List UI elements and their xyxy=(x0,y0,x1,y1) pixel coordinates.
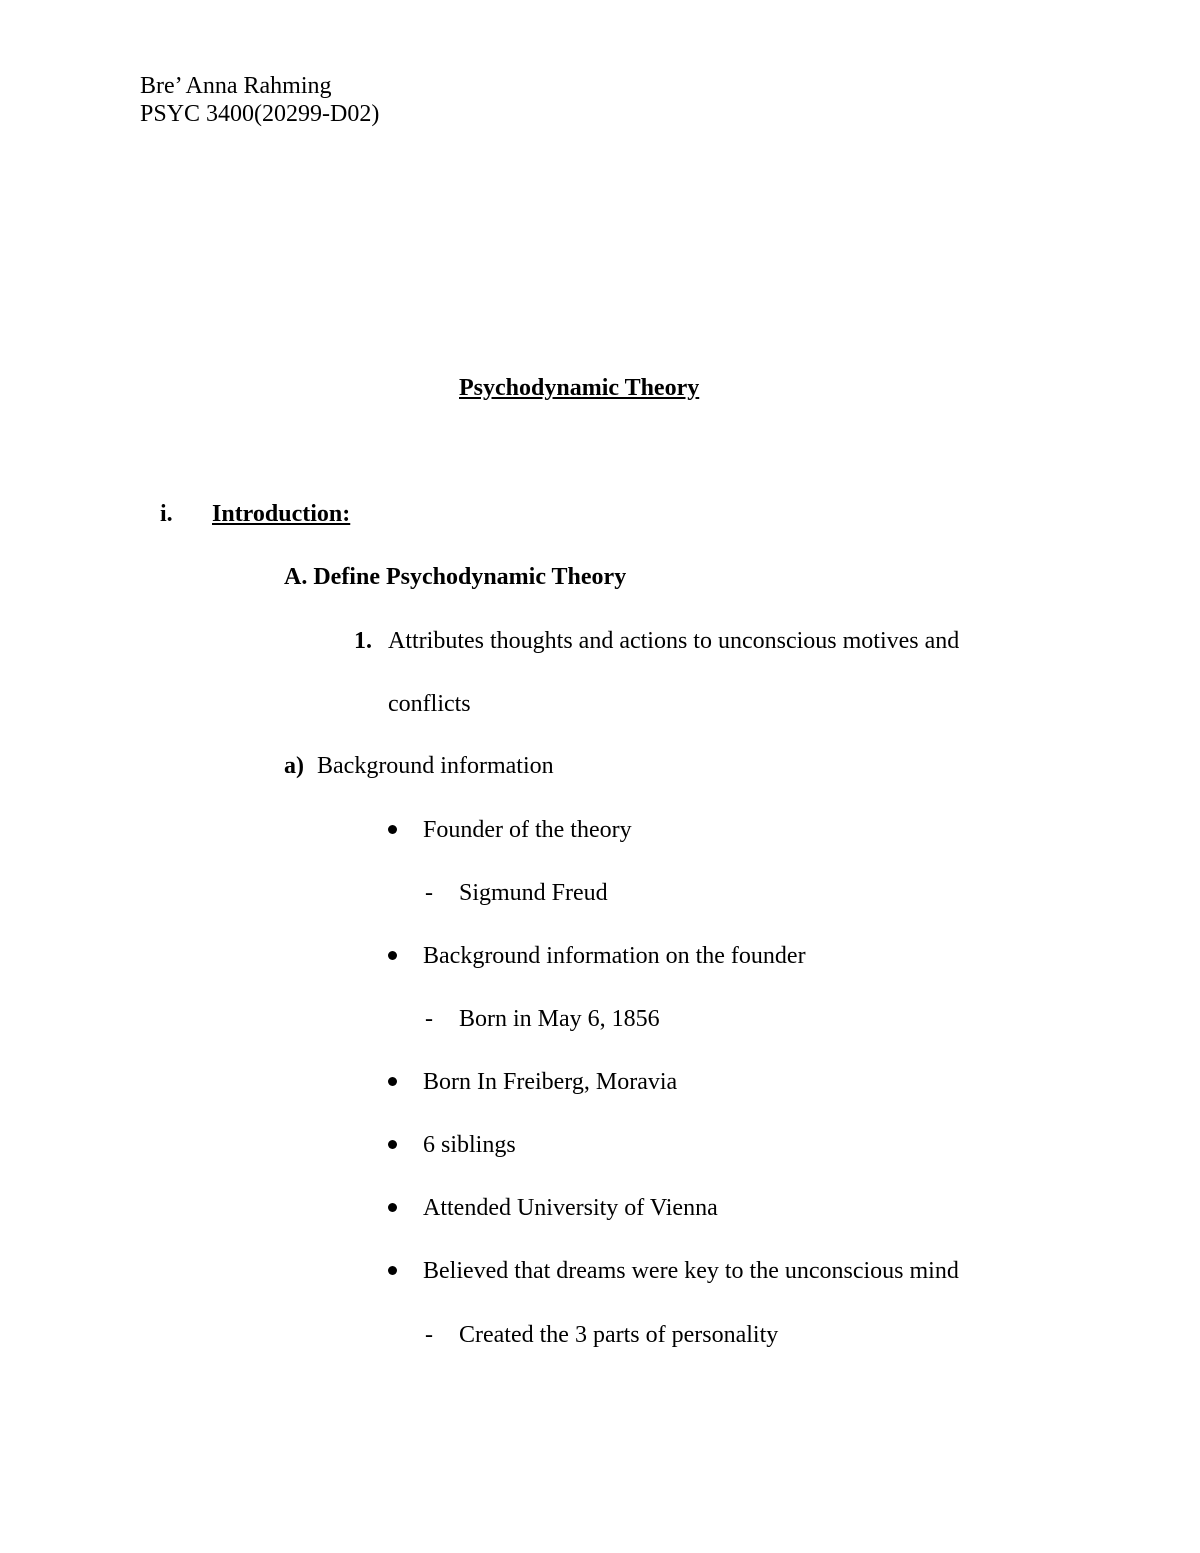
dash-marker: - xyxy=(425,1322,433,1348)
item-1-line-2: conflicts xyxy=(388,691,471,717)
dash-marker: - xyxy=(425,880,433,906)
section-title: Introduction: xyxy=(212,501,351,527)
list-item: Born In Freiberg, Moravia xyxy=(423,1069,678,1095)
document-title: Psychodynamic Theory xyxy=(459,375,700,401)
list-item: Background information on the founder xyxy=(423,943,806,969)
bullet-icon xyxy=(388,1266,397,1275)
author-name: Bre’ Anna Rahming xyxy=(140,73,332,99)
list-item: Attended University of Vienna xyxy=(423,1195,718,1221)
bullet-icon xyxy=(388,1077,397,1086)
item-a-text: Background information xyxy=(317,753,554,779)
list-item: Created the 3 parts of personality xyxy=(459,1322,779,1348)
section-marker: i. xyxy=(160,501,173,527)
item-1-line-1: Attributes thoughts and actions to unconscious motives and xyxy=(388,628,960,654)
list-item: Believed that dreams were key to the unconscious mind xyxy=(423,1258,959,1284)
bullet-icon xyxy=(388,1140,397,1149)
bullet-icon xyxy=(388,951,397,960)
bullet-icon xyxy=(388,825,397,834)
list-item: Sigmund Freud xyxy=(459,880,608,906)
item-a-marker: a) xyxy=(284,753,304,779)
course-code: PSYC 3400(20299-D02) xyxy=(140,101,380,127)
list-item: Founder of the theory xyxy=(423,817,632,843)
bullet-icon xyxy=(388,1203,397,1212)
list-item: Born in May 6, 1856 xyxy=(459,1006,660,1032)
item-1-marker: 1. xyxy=(354,628,372,654)
subsection-heading: A. Define Psychodynamic Theory xyxy=(284,564,627,590)
list-item: 6 siblings xyxy=(423,1132,516,1158)
dash-marker: - xyxy=(425,1006,433,1032)
